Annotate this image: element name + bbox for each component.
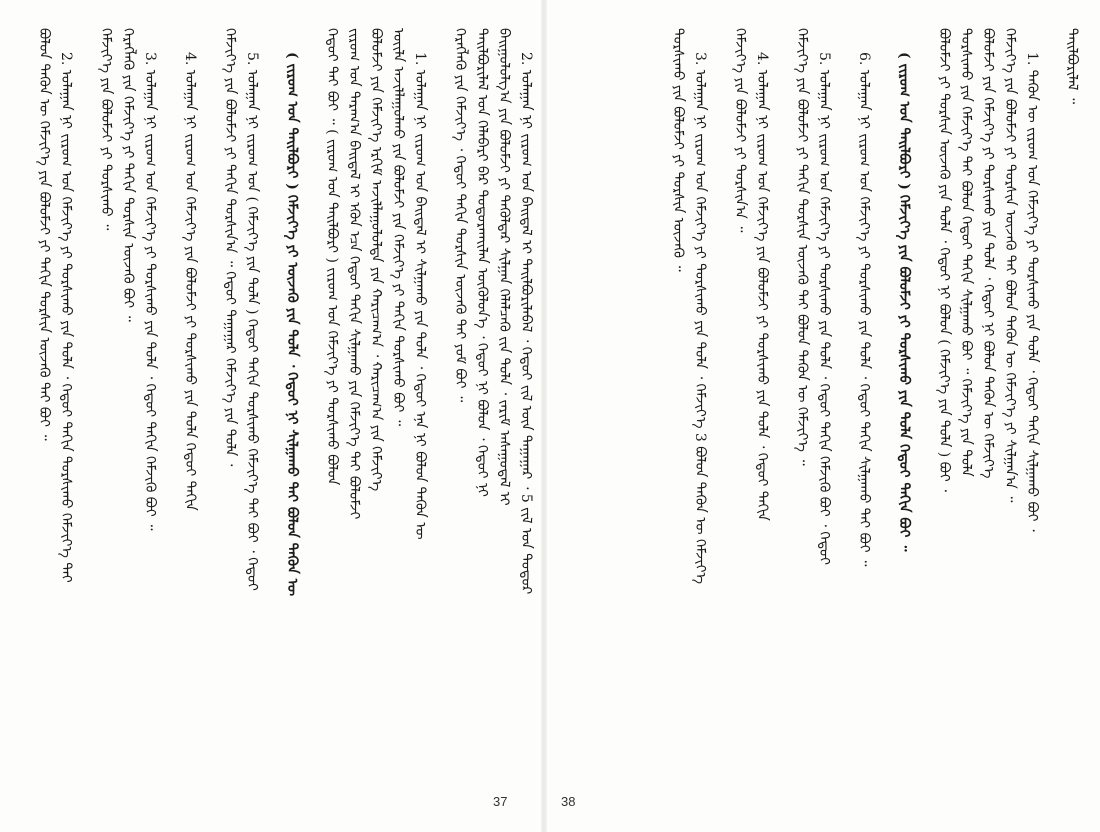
text-line: 4. ᠤᠯᠠᠭᠠᠨ ᠨᠢ ᠵᠢᠷᠤᠭ ᠤᠨ ᠬᠡᠮᠵᠢᠶ᠎ᠡ ᠶᠢᠨ ᠪᠤᠯᠤᠮᠵᠢ ᠶᠢ ᠲᠤᠷᠰᠢᠬᠤ ᠶᠢᠨ ᠲᠤᠯᠠ ᠬᠡᠳᠦᠢ ᠳᠠᠬᠢᠨ [182,52,198,511]
text-line: ᠬᠡᠮᠵᠢᠶ᠎ᠡ ᠶᠢᠨ ᠪᠤᠯᠤᠮᠵᠢ ᠶᠢ ᠲᠤᠷᠰᠢᠨ᠎ᠠ ᠃ [732,28,748,233]
text-column [408,28,448,788]
text-line: ᠬᠡᠮᠵᠢᠶ᠎ᠡ ᠶᠢᠨ ᠪᠤᠯᠤᠮᠵᠢ ᠶᠢ ᠲᠤᠷᠰᠢᠨ ᠦᠵᠡᠬᠦ ᠲᠡᠢ ᠪᠤᠯᠤᠨ ᠲᠡᠭᠦᠨ ᠦ ᠬᠡᠮᠵᠢᠶ᠎ᠡ ᠶᠢ ᠰᠢᠯᠭᠠᠨ᠎ᠠ ᠃ [1002,28,1018,503]
text-line: ᠪᠠᠢᠭᠤᠯᠤᠯᠭ᠎ᠠ ᠶᠢᠨ ᠪᠤᠯᠤᠮᠵᠢ ᠶᠢ ᠲᠡᠭᠦᠯᠳᠡᠷ ᠰᠢᠯᠭᠠᠨ ᠬᠡᠯᠡᠯᠴᠡᠬᠦ ᠵᠢᠨ ᠲᠤᠯᠠ ᠂ ᠵᠠᠷᠢᠮ ᠠᠰᠠᠭᠤᠳᠠᠯ ᠢ [496,28,512,506]
page-left [18,28,536,788]
text-column [932,28,954,788]
text-column [688,28,728,788]
text-line: ᠪᠤᠯᠤᠮᠵᠢ ᠶᠢᠨ ᠬᠡᠮᠵᠢᠶ᠎ᠡ ᠡᠷᠬᠢᠮ ᠠᠵᠢᠯᠯᠠᠭᠤᠯᠤᠯᠲᠠ ᠶᠢᠨ ᠬᠠᠷᠢᠴᠠᠭ᠎ᠠ ᠂ ᠬᠠᠷᠢᠴᠠᠭ᠎ᠠ ᠶᠢᠨ ᠬᠡᠮᠵᠢᠶ᠎ᠡ [368,28,384,492]
text-column [386,28,408,788]
text-column [998,28,1020,788]
text-column [666,28,688,788]
text-line: 5. ᠤᠯᠠᠭᠠᠨ ᠨᠢ ᠵᠢᠷᠤᠭ ᠤᠨ ᠬᠡᠮᠵᠢᠶ᠎ᠡ ᠶᠢ ᠲᠤᠷᠰᠢᠬᠤ ᠶᠢᠨ ᠲᠤᠯᠠ ᠂ ᠬᠡᠳᠦᠢ ᠳᠠᠬᠢᠨ ᠬᠡᠮᠵᠢᠬᠦ ᠪᠤᠢ ᠂ ᠬᠡᠳᠦᠢ [816,52,832,565]
text-column [342,28,364,788]
text-column [94,28,116,788]
text-column [320,28,342,788]
text-line: 2. ᠤᠯᠠᠭᠠᠨ ᠨᠢ ᠵᠢᠷᠤᠭ ᠤᠨ ᠪᠠᠢᠳᠠᠯ ᠢ ᠲᠠᠢᠯᠪᠤᠷᠢᠯᠠᠪᠠᠯ ᠂ ᠬᠡᠳᠦᠢ ᠵᠢᠯ ᠦᠨ ᠳᠠᠭᠠᠭᠠᠷ ᠂ 5 ᠵᠢᠯ ᠤᠨ ᠳᠤᠳᠤᠷ [518,52,534,595]
text-line: ᠬᠡᠮᠵᠢᠶ᠎ᠡ ᠶᠢᠨ ᠪᠤᠯᠤᠮᠵᠢ ᠶᠢ ᠳᠠᠬᠢᠨ ᠲᠤᠷᠰᠢᠨ᠎ᠠ ᠃ ᠬᠡᠳᠦᠢ ᠳᠠᠭᠠᠭᠠᠷ ᠬᠡᠮᠵᠢᠶ᠎ᠡ ᠶᠢᠨ ᠲᠤᠯᠠ ᠂ [222,28,238,467]
text-column [812,28,852,788]
text-column [514,28,536,788]
text-column [178,28,218,788]
page-number-left: 37 [493,794,508,809]
text-column [32,28,54,788]
text-line: ᠬᠡᠳᠦᠢ ᠲᠡᠢ ᠪᠤᠢ ᠃ ( ᠵᠢᠷᠤᠭ ᠤᠨ ᠲᠠᠢᠯᠪᠤᠷᠢ ) ᠵᠢᠷᠤᠭ ᠤᠨ ᠬᠡᠮᠵᠢᠶ᠎ᠡ ᠶᠢ ᠲᠤᠷᠰᠢᠬᠤ ᠪᠤᠯᠤᠨ [324,28,340,486]
book-gutter [541,0,547,832]
text-column [852,28,892,788]
text-column [750,28,790,788]
text-column [492,28,514,788]
text-column [954,28,976,788]
text-column [448,28,470,788]
text-line: ( ᠵᠢᠷᠤᠭ ᠤᠨ ᠲᠠᠢᠯᠪᠤᠷᠢ ) ᠬᠡᠮᠵᠢᠶ᠎ᠡ ᠶᠢᠨ ᠪᠤᠯᠤᠮᠵᠢ ᠶᠢ ᠲᠤᠷᠰᠢᠬᠤ ᠶᠢᠨ ᠲᠤᠯᠠ ᠬᠡᠳᠦᠢ ᠳᠠᠬᠢᠨ ᠪᠤᠢ ᠃ [896,52,912,552]
text-column [790,28,812,788]
text-line: 1. ᠲᠡᠭᠦᠨ ᠦ ᠵᠢᠷᠤᠭ ᠤᠨ ᠬᠡᠮᠵᠢᠶ᠎ᠡ ᠶᠢ ᠲᠤᠷᠰᠢᠬᠤ ᠶᠢᠨ ᠲᠤᠯᠠ ᠂ ᠬᠡᠳᠦᠢ ᠳᠠᠬᠢᠨ ᠰᠢᠯᠭᠠᠬᠤ ᠪᠤᠢ ᠂ [1024,52,1040,532]
text-column [280,28,320,788]
text-column [728,28,750,788]
text-column [116,28,138,788]
text-line: ᠬᠡᠷᠡᠭᠯᠡᠬᠦ ᠶᠢᠨ ᠬᠡᠮᠵᠢᠶ᠎ᠡ ᠶᠢ ᠳᠠᠬᠢᠨ ᠲᠤᠷᠰᠢᠨ ᠦᠵᠡᠬᠦ ᠪᠤᠢ ᠃ [120,28,136,322]
text-line: ᠦᠢᠯᠡ ᠠᠵᠢᠯᠯᠠᠭᠤᠯᠬᠤ ᠶᠢᠨ ᠪᠤᠯᠤᠮᠵᠢ ᠶᠢᠨ ᠬᠡᠮᠵᠢᠶ᠎ᠡ ᠶᠢ ᠳᠠᠬᠢᠨ ᠲᠤᠷᠰᠢᠬᠤ ᠪᠤᠢ ᠃ [390,28,406,427]
text-columns [18,28,536,788]
text-line: ᠪᠤᠯᠤᠮᠵᠢ ᠶᠢᠨ ᠬᠡᠮᠵᠢᠶ᠎ᠡ ᠶᠢ ᠲᠤᠷᠰᠢᠬᠤ ᠶᠢᠨ ᠲᠤᠯᠠ ᠂ ᠬᠡᠳᠦᠢ ᠨᠢ ᠪᠤᠯᠤᠨ ᠲᠡᠭᠦᠨ ᠦ ᠬᠡᠮᠵᠢᠶ᠎ᠡ [980,28,996,479]
text-line: ( ᠵᠢᠷᠤᠭ ᠤᠨ ᠲᠠᠢᠯᠪᠤᠷᠢ ) ᠬᠡᠮᠵᠢᠶ᠎ᠡ ᠶᠢ ᠦᠵᠡᠬᠦ ᠶᠢᠨ ᠲᠤᠯᠠ ᠂ ᠬᠡᠳᠦᠢ ᠨᠢ ᠰᠢᠯᠭᠠᠬᠤ ᠲᠡᠢ ᠪᠤᠯᠤᠨ ᠲᠡᠭᠦᠨ ᠦ [284,52,300,596]
page-number-right: 38 [561,794,576,809]
text-column [218,28,240,788]
text-line: 6. ᠤᠯᠠᠭᠠᠨ ᠨᠢ ᠵᠢᠷᠤᠭ ᠤᠨ ᠬᠡᠮᠵᠢᠶ᠎ᠡ ᠶᠢ ᠲᠤᠷᠰᠢᠬᠤ ᠶᠢᠨ ᠲᠤᠯᠠ ᠂ ᠬᠡᠳᠦᠢ ᠳᠠᠬᠢᠨ ᠰᠢᠯᠭᠠᠬᠤ ᠲᠡᠢ ᠪᠤᠢ ᠃ [856,52,872,567]
text-columns [552,28,1082,788]
text-column [892,28,932,788]
text-line: 3. ᠤᠯᠠᠭᠠᠨ ᠨᠢ ᠵᠢᠷᠤᠭ ᠤᠨ ᠬᠡᠮᠵᠢᠶ᠎ᠡ ᠶᠢ ᠲᠤᠷᠰᠢᠬᠤ ᠶᠢᠨ ᠲᠤᠯᠠ ᠂ ᠬᠡᠳᠦᠢ ᠳᠠᠬᠢᠨ ᠬᠡᠮᠵᠢᠬᠦ ᠪᠤᠢ ᠃ [142,52,158,531]
text-line: ᠬᠡᠮᠵᠢᠶ᠎ᠡ ᠶᠢᠨ ᠪᠤᠯᠤᠮᠵᠢ ᠶᠢ ᠲᠤᠷᠰᠢᠬᠤ ᠃ [98,28,114,231]
text-column [470,28,492,788]
text-line: ᠲᠤᠷᠰᠢᠬᠤ ᠶᠢᠨ ᠪᠤᠯᠤᠮᠵᠢ ᠶᠢ ᠲᠤᠷᠰᠢᠨ ᠦᠵᠡᠬᠦ ᠃ [670,28,686,272]
text-column [1020,28,1060,788]
text-line: 2. ᠤᠯᠠᠭᠠᠨ ᠨᠢ ᠵᠢᠷᠤᠭ ᠤᠨ ᠬᠡᠮᠵᠢᠶ᠎ᠡ ᠶᠢ ᠲᠤᠷᠰᠢᠬᠤ ᠶᠢᠨ ᠲᠤᠯᠠ ᠂ ᠬᠡᠳᠦᠢ ᠳᠠᠬᠢᠨ ᠲᠤᠷᠰᠢᠬᠤ ᠬᠡᠮᠵᠢᠶ᠎ᠡ ᠲᠡᠢ [58,52,74,583]
text-line: 4. ᠤᠯᠠᠭᠠᠨ ᠨᠢ ᠵᠢᠷᠤᠭ ᠤᠨ ᠬᠡᠮᠵᠢᠶ᠎ᠡ ᠶᠢᠨ ᠪᠤᠯᠤᠮᠵᠢ ᠶᠢ ᠲᠤᠷᠰᠢᠬᠤ ᠶᠢᠨ ᠲᠤᠯᠠ ᠂ ᠬᠡᠳᠦᠢ ᠳᠠᠬᠢᠨ [754,52,770,521]
text-line: ᠲᠠᠢᠯᠪᠤᠷᠢᠯᠠᠯ ᠃ [1064,28,1080,104]
text-column [364,28,386,788]
page-right [552,28,1082,788]
text-line: ᠵᠢᠷᠤᠭ ᠤᠨ ᠳᠠᠷᠠᠭ᠎ᠠ ᠪᠠᠢᠳᠠᠯ ᠢ ᠡᠭᠦᠨ ᠡᠴᠡ ᠬᠡᠳᠦᠢ ᠳᠠᠬᠢᠨ ᠰᠢᠯᠭᠠᠬᠤ ᠶᠢᠨ ᠬᠡᠮᠵᠢᠶ᠎ᠡ ᠲᠡᠢ ᠪᠣᠯᠤᠮᠵᠢ [346,28,362,520]
text-column [240,28,280,788]
text-line: ᠬᠡᠮᠵᠢᠶ᠎ᠡ ᠶᠢᠨ ᠪᠤᠯᠤᠮᠵᠢ ᠶᠢ ᠳᠠᠬᠢᠨ ᠲᠤᠷᠰᠢᠨ ᠦᠵᠡᠬᠦ ᠲᠡᠢ ᠪᠤᠯᠤᠨ ᠲᠡᠭᠦᠨ ᠦ ᠬᠡᠮᠵᠢᠶ᠎ᠡ ᠃ [794,28,810,466]
text-line: ᠪᠤᠯᠤᠨ ᠲᠡᠭᠦᠨ ᠦ ᠬᠡᠮᠵᠢᠶ᠎ᠡ ᠶᠢᠨ ᠪᠤᠯᠤᠮᠵᠢ ᠶᠢ ᠳᠠᠬᠢᠨ ᠲᠤᠷᠰᠢᠨ ᠦᠵᠡᠬᠦ ᠲᠡᠢ ᠪᠤᠢ ᠃ [36,28,52,441]
text-line: 5. ᠤᠯᠠᠭᠠᠨ ᠨᠢ ᠵᠢᠷᠤᠭ ᠤᠨ ( ᠬᠡᠮᠵᠢᠶ᠎ᠡ ᠶᠢᠨ ᠲᠤᠯᠠ ) ᠬᠡᠳᠦᠢ ᠳᠠᠬᠢᠨ ᠲᠤᠷᠰᠢᠬᠤ ᠬᠡᠮᠵᠢᠶ᠎ᠡ ᠲᠡᠢ ᠪᠤᠢ ᠂ ᠬᠡᠳᠦᠢ [244,52,260,591]
text-line: ᠬᠡᠷᠡᠭᠯᠡᠬᠦ ᠶᠢᠨ ᠬᠡᠮᠵᠢᠶ᠎ᠡ ᠂ ᠬᠡᠳᠦᠢ ᠳᠠᠬᠢᠨ ᠲᠤᠷᠰᠢᠨ ᠦᠵᠡᠬᠦ ᠲᠡᠢ ᠶᠤᠮ ᠪᠤᠢ ᠃ [452,28,468,403]
text-line: 1. ᠤᠯᠠᠭᠠᠨ ᠨᠢ ᠵᠢᠷᠤᠭ ᠤᠨ ᠪᠠᠢᠳᠠᠯ ᠢ ᠰᠢᠯᠭᠠᠬᠤ ᠶᠢᠨ ᠲᠤᠯᠠ ᠂ ᠬᠡᠳᠦᠢ ᠡᠨᠡ ᠨᠢ ᠪᠤᠯᠤᠨ ᠲᠡᠭᠦᠨ ᠦ [412,52,428,540]
text-column [1060,28,1082,788]
text-line: ᠲᠤᠷᠰᠢᠬᠤ ᠶᠢᠨ ᠬᠡᠮᠵᠢᠶ᠎ᠡ ᠲᠡᠢ ᠪᠤᠯᠤᠨ ᠬᠡᠳᠦᠢ ᠳᠠᠬᠢᠨ ᠰᠢᠯᠭᠠᠬᠤ ᠪᠤᠢ ᠃ ᠬᠡᠮᠵᠢᠶ᠎ᠡ ᠶᠢᠨ ᠲᠤᠯᠠ [958,28,974,477]
text-column [138,28,178,788]
text-column [976,28,998,788]
text-line: 3. ᠤᠯᠠᠭᠠᠨ ᠨᠢ ᠵᠢᠷᠤᠭ ᠤᠨ ᠬᠡᠮᠵᠢᠶ᠎ᠡ ᠶᠢ ᠲᠤᠷᠰᠢᠬᠤ ᠶᠢᠨ ᠲᠤᠯᠠ ᠂ ᠬᠡᠮᠵᠢᠶ᠎ᠡ 3 ᠪᠤᠯᠤᠨ ᠲᠡᠭᠦᠨ ᠦ ᠬᠡᠮᠵᠢᠶ᠎ᠡ [692,52,708,585]
text-line: ᠲᠠᠢᠯᠪᠤᠷᠢᠯᠠᠯ ᠤᠨ ᠬᠡᠯᠡᠪᠡᠷᠢ ᠪᠡᠷ ᠲᠤᠳᠤᠷᠬᠠᠢᠯᠠᠨ ᠦᠭᠦᠯᠦᠨ᠎ᠡ ᠂ ᠬᠡᠳᠦᠢ ᠨᠢ ᠪᠤᠯᠤᠨ ᠂ ᠬᠡᠳᠦᠢ ᠨᠢ [474,28,490,497]
text-line: ᠪᠤᠯᠤᠮᠵᠢ ᠶᠢ ᠲᠤᠷᠰᠢᠨ ᠦᠵᠡᠬᠦ ᠶᠢᠨ ᠲᠤᠯᠠ ᠂ ᠬᠡᠳᠦᠢ ᠨᠢ ᠪᠤᠯᠤᠨ ( ᠬᠡᠮᠵᠢᠶ᠎ᠡ ᠶᠢᠨ ᠲᠤᠯᠠ ) ᠪᠤᠢ ᠂ [936,28,952,492]
text-column [54,28,94,788]
